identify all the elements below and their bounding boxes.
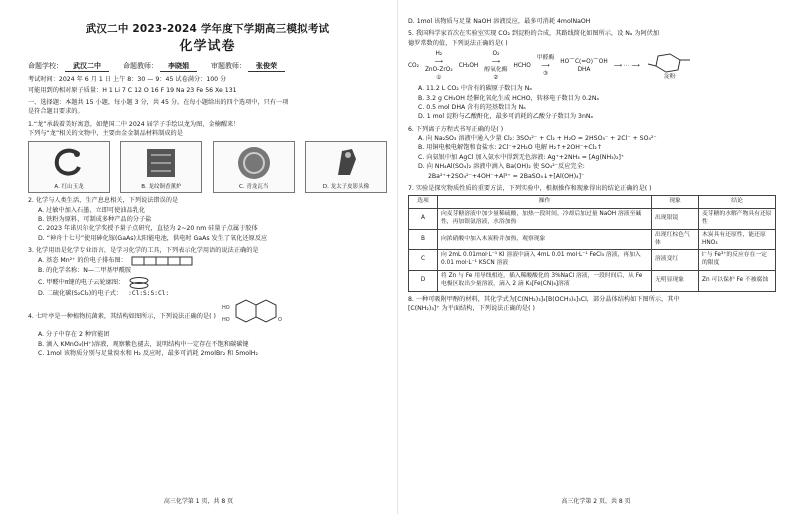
roof-tile-icon xyxy=(232,145,276,181)
table-cell-phenomenon: 出现红棕色气体 xyxy=(652,229,699,250)
question-2-option-d: D. “神舟十七号”使用砷化镓(GaAs)太阳能电池，供电时 GaAs 发生了氧化还原反应 xyxy=(38,234,268,242)
question-4-option-a: A. 分子中存在 2 种官能团 xyxy=(38,331,110,339)
question-4-option-b: B. 滴入 KMnO₄(H⁺)溶液，观察紫色褪去，说明结构中一定存在不饱和碳碳键 xyxy=(38,340,249,348)
question-3-option-b: B. 的化学名称：N—二甲基甲酰胺 xyxy=(38,267,132,275)
electron-formula: :Cl:S:S:Cl: xyxy=(128,289,170,297)
artifact-caption-c: C. 青龙瓦当 xyxy=(238,183,269,190)
table-row xyxy=(409,229,776,250)
jade-dragon-icon xyxy=(47,145,91,181)
teacher-value: 李晓娟 xyxy=(160,62,197,72)
question-6-option-d: D. 向 NH₄Al(SO₄)₂ 溶液中滴入 Ba(OH)₂ 使 SO₄²⁻反应完全: xyxy=(418,163,585,171)
reviewer-value: 张俊荣 xyxy=(248,62,285,72)
section-instructions: 一、选择题：本题共 15 小题，每小题 3 分，共 45 分。在每小题给出的四个选项中，只有一项 xyxy=(28,98,289,106)
starch-synthesis-scheme: CO₂ H₂ ⟶ ZnO-ZrO₂ ① CH₃OH O₂ ⟶ 醇氧化酶 ② HCHO 甲醛酶 ⟶ ③ HO⌒C(=O)⌒OH DHA ⟶ ⋯ ⟶ 淀粉 xyxy=(408,51,776,82)
step-1: H₂ ⟶ ZnO-ZrO₂ ① xyxy=(424,51,453,81)
arrow-icon: ⟶ xyxy=(434,58,443,65)
starch-molecule: 淀粉 xyxy=(646,52,694,82)
svg-text:O: O xyxy=(277,317,282,324)
school-value: 武汉二中 xyxy=(65,62,109,72)
question-5-option-a: A. 11.2 L CO₂ 中含有的碳原子数目为 Nₐ xyxy=(418,85,532,93)
question-3-option-b-row xyxy=(38,267,387,275)
table-cell-option: C xyxy=(409,250,438,271)
svg-text:HO: HO xyxy=(221,317,230,324)
atomic-masses: 可能用到的相对原子质量：H 1 Li 7 C 12 O 16 F 19 Na 23 Fe 56 Xe 131 xyxy=(28,86,237,94)
exam-meta xyxy=(28,62,387,72)
dha-molecule: HO⌒C(=O)⌒OH DHA xyxy=(560,58,608,73)
table-cell-option: A xyxy=(409,209,438,230)
question-2-option-b: B. 铁粉为原料，可制成多种产品的分子盐 xyxy=(38,216,152,224)
table-cell-phenomenon: 溶液变红 xyxy=(652,250,699,271)
table-cell-operation: 向 2mL 0.01mol·L⁻¹ KI 溶液中滴入 4mL 0.01 mol·L⁻¹ FeCl₃ 溶液，再加入 0.01 mol·L⁻¹ KSCN 溶液 xyxy=(438,250,652,271)
table-header: 结论 xyxy=(699,196,776,209)
pi-bond-cloud-icon xyxy=(128,277,150,289)
table-header: 操作 xyxy=(438,196,652,209)
teacher-key: 命题教师： xyxy=(123,62,158,71)
question-3: 3. 化学用语是化学专业语言，是学习化学的工具，下列表示化学用语的说法正确的是 xyxy=(28,247,259,255)
question-3-option-d-row xyxy=(38,290,387,298)
artifact-image-a xyxy=(28,141,110,193)
artifact-image-d xyxy=(305,141,387,193)
orbital-diagram-icon xyxy=(131,256,201,266)
step-2: O₂ ⟶ 醇氧化酶 ② xyxy=(484,51,508,81)
question-6-option-d-cont: 2Ba²⁺+2SO₄²⁻+4OH⁻+Al³⁺ = 2BaSO₄↓+[Al(OH)₄]⁻ xyxy=(428,172,585,180)
table-cell-option: D xyxy=(409,270,438,291)
table-cell-operation: 将 Zn 与 Fe 用导线相连，插入稀酸酸化的 3%NaCl 溶液，一段时间后，从 Fe 电极区取出少量溶液，滴入 2 滴 K₃[Fe(CN)₆]溶液 xyxy=(438,270,652,291)
question-3-option-a: A. 基态 Mn²⁺ 的价电子排布图： xyxy=(38,257,127,265)
starch-ring-icon xyxy=(646,52,694,74)
table-row xyxy=(409,250,776,271)
question-2-option-c: C. 2023 年诺贝尔化学奖授予量子点研究，直径为 2~20 nm 硅量子点属于胶体 xyxy=(38,225,258,233)
table-row xyxy=(409,209,776,230)
table-cell-operation: 向麦芽糖溶液中加少量稀硫酸，加热一段时间，冷却后加过量 NaOH 溶液至碱性，再加银氨溶液，水浴加热 xyxy=(438,209,652,230)
question-6: 6. 下列离子方程式书写正确的是( ) xyxy=(408,125,504,133)
table-cell-option: B xyxy=(409,229,438,250)
question-2-option-a: A. 过敏中加入石墨、立即可使油品乳化 xyxy=(38,206,146,214)
table-cell-conclusion: 麦芽糖的水解产物具有还原性 xyxy=(699,209,776,230)
exam-title: 武汉二中 2023-2024 学年度下学期高三模拟考试 xyxy=(85,23,330,35)
question-4-option-d: D. 1mol 该物质与足量 NaOH 溶液反应，最多可消耗 4molNaOH xyxy=(408,18,591,25)
question-4-block xyxy=(28,299,387,331)
question-6-option-b: B. 用铜电极电解饱和食盐水: 2Cl⁻+2H₂O 电解 H₂↑+2OH⁻+Cl₂↑ xyxy=(418,144,603,152)
shadow-puppet-icon xyxy=(324,145,368,181)
artifact-caption-b: B. 龙纹铜香薰炉 xyxy=(141,183,182,190)
section-instructions-cont: 是符合题目要求的。 xyxy=(28,108,84,116)
step-3: 甲醛酶 ⟶ ③ xyxy=(536,54,555,77)
table-cell-phenomenon: 无明显现象 xyxy=(652,270,699,291)
question-1-cont: 下列与“龙”相关的文物中，主要由金金制品材料制成的是 xyxy=(28,129,183,137)
right-page-footer: 高三化学第 2 页，共 8 页 xyxy=(561,497,631,505)
artifact-caption-d: D. 龙太子皮影头像 xyxy=(322,183,370,190)
table-cell-conclusion: Zn 可以保护 Fe 不被腐蚀 xyxy=(699,270,776,291)
question-5-option-d: D. 1 mol 淀粉与乙酸酐化，最多可消耗的乙酸分子数目为 3nNₐ xyxy=(418,113,593,121)
question-3-option-d: D. 二硫化碳(S₂Cl₂)的电子式： xyxy=(38,289,123,297)
right-page xyxy=(397,0,794,514)
question-5: 5. 我国科学家首次在实验室实现 CO₂ 到淀粉的合成，其路线简化如图所示，设 Nₐ 为阿伏加 xyxy=(408,30,660,38)
arrow-icon: ⟶ xyxy=(491,58,501,65)
question-1: 1.“龙”承载着美好寓意，如楚国二中 2024 届学子手绘以龙为图，金楠醒来！ xyxy=(28,120,240,128)
question-4: 4. 七叶亭是一种植物抗菌素，其结构如图所示，下列说法正确的是( ) xyxy=(28,312,216,320)
exam-time: 考试时间：2024 年 6 月 1 日 上午 8：30 — 9：45 试卷满分：100 分 xyxy=(28,76,227,84)
svg-text:HO: HO xyxy=(221,305,230,312)
esculetin-structure-icon xyxy=(222,299,292,331)
question-8-cont: [C(NH₂)₃]⁺ 为平面结构，下列说法正确的是( ) xyxy=(408,304,535,312)
artifact-images xyxy=(28,141,387,193)
question-4-option-c: C. 1mol 该物质分别与足量溴水和 H₂ 反应时，最多可消耗 2molBr₂ 和 5molH₂ xyxy=(38,349,258,357)
question-7: 7. 实验是探究物质性质的重要方法，下列实验中，根据操作和现象得出的结论正确的是( ) xyxy=(408,184,652,192)
experiment-table xyxy=(408,195,776,291)
artifact-image-c xyxy=(213,141,295,193)
table-header: 选项 xyxy=(409,196,438,209)
table-cell-conclusion: 木炭具有还原性，能还原 HNO₃ xyxy=(699,229,776,250)
school-key: 命题学校： xyxy=(28,62,63,71)
table-header: 现象 xyxy=(652,196,699,209)
artifact-caption-a: A. 红山玉龙 xyxy=(54,183,84,190)
question-2: 2. 化学与人类生活、生产息息相关，下列说法错误的是 xyxy=(28,197,179,205)
table-cell-phenomenon: 出现银镜 xyxy=(652,209,699,230)
question-3-option-a-row xyxy=(38,256,387,266)
table-cell-operation: 向浓硝酸中加入木炭粉并加热，观察现象 xyxy=(438,229,652,250)
question-3-option-c-row xyxy=(38,277,387,289)
left-page-footer: 高三化学第 1 页，共 8 页 xyxy=(163,497,234,505)
table-row xyxy=(409,270,776,291)
table-cell-conclusion: I⁻与 Fe³⁺的反应存在一定的限度 xyxy=(699,250,776,271)
arrow-icon: ⟶ ⋯ ⟶ xyxy=(613,62,640,69)
artifact-image-b xyxy=(120,141,202,193)
question-6-option-a: A. 向 Na₂SO₃ 溶液中通入少量 Cl₂: 3SO₃²⁻ + Cl₂ + H₂O = 2HSO₃⁻ + 2Cl⁻ + SO₄²⁻ xyxy=(418,135,657,143)
question-5-cont: 德罗常数的值，下列说法正确的是( ) xyxy=(408,39,508,47)
bronze-censer-icon xyxy=(139,145,183,181)
question-5-option-c: C. 0.5 mol DHA 含有的羟基数目为 Nₐ xyxy=(418,104,526,112)
question-5-option-b: B. 3.2 g CH₃OH 经催化氧化生成 HCHO，转移电子数目为 0.2Nₐ xyxy=(418,94,599,102)
exam-subtitle: 化学试卷 xyxy=(179,39,236,55)
question-6-option-c: C. 向氨银中加 AgCl 加入氨水中得到无色溶液: Ag⁺+2NH₃ = [Ag(NH₃)₂]⁺ xyxy=(418,153,625,161)
table-header-row xyxy=(409,196,776,209)
question-3-option-c: C. 甲醛中π键的电子云轮廓图： xyxy=(38,278,125,286)
question-8: 8. 一种可吸附甲醇的材料，其化学式为[C(NH₂)₃]₄[B(OCH₃)₄]₃Cl，部分晶体结构如下图所示，其中 xyxy=(408,295,680,303)
reviewer-key: 审题教师： xyxy=(211,62,246,71)
arrow-icon: ⟶ xyxy=(541,62,550,69)
